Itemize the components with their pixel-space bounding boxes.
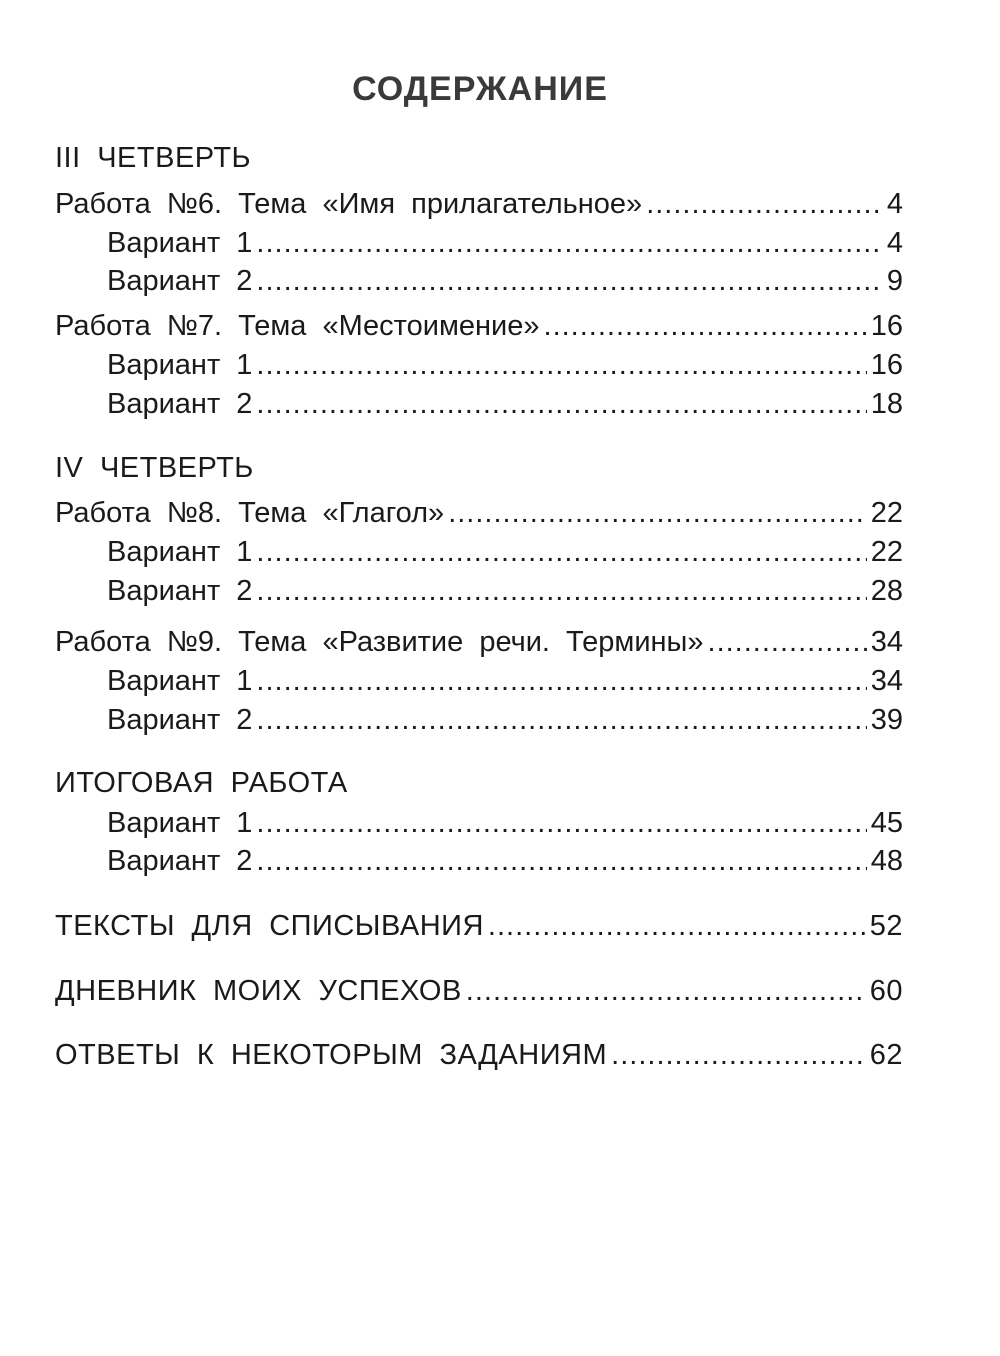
- dot-leader: [256, 386, 866, 422]
- toc-entry-label: ОТВЕТЫ К НЕКОТОРЫМ ЗАДАНИЯМ: [55, 1039, 608, 1071]
- toc-entry-label: Работа №9. Тема «Развитие речи. Термины»: [55, 626, 704, 658]
- toc-entry-work9[interactable]: [55, 624, 903, 660]
- toc-entry-label: Вариант 2: [107, 388, 253, 420]
- dot-leader: [708, 624, 867, 660]
- toc-entry-work8[interactable]: [55, 495, 903, 531]
- toc-entry-work6-variant1[interactable]: [107, 225, 903, 261]
- toc-page-number: 45: [870, 807, 903, 839]
- dot-leader: [466, 973, 866, 1009]
- toc-entry-label: Работа №7. Тема «Местоимение»: [55, 310, 540, 342]
- toc-entry-label: Работа №8. Тема «Глагол»: [55, 497, 445, 529]
- toc-page-number: 9: [886, 265, 903, 297]
- page-title: СОДЕРЖАНИЕ: [352, 70, 608, 108]
- toc-entry-label: Вариант 2: [107, 575, 253, 607]
- toc-page-number: 60: [869, 975, 903, 1007]
- toc-entry-answers[interactable]: [55, 1037, 903, 1073]
- toc-entry-label: Вариант 2: [107, 265, 253, 297]
- toc-page-number: 48: [870, 845, 903, 877]
- toc-page-number: 34: [870, 665, 903, 697]
- dot-leader: [256, 573, 866, 609]
- toc-entry-work9-variant2[interactable]: [107, 702, 903, 738]
- dot-leader: [256, 805, 866, 841]
- toc-page-number: 52: [869, 910, 903, 942]
- toc-entry-label: ТЕКСТЫ ДЛЯ СПИСЫВАНИЯ: [55, 910, 484, 942]
- section-heading-q3: III ЧЕТВЕРТЬ: [55, 142, 252, 174]
- toc-page-number: 16: [870, 310, 903, 342]
- toc-entry-label: ДНЕВНИК МОИХ УСПЕХОВ: [55, 975, 462, 1007]
- section-heading-q4: IV ЧЕТВЕРТЬ: [55, 452, 254, 484]
- toc-entry-final-variant1[interactable]: [107, 805, 903, 841]
- dot-leader: [256, 263, 882, 299]
- toc-entry-work7[interactable]: [55, 308, 903, 344]
- dot-leader: [611, 1037, 866, 1073]
- toc-entry-label: Вариант 1: [107, 227, 253, 259]
- toc-entry-work8-variant1[interactable]: [107, 534, 903, 570]
- toc-entry-label: Вариант 1: [107, 665, 253, 697]
- dot-leader: [256, 702, 866, 738]
- toc-entry-diary[interactable]: [55, 973, 903, 1009]
- dot-leader: [256, 663, 866, 699]
- dot-leader: [256, 534, 866, 570]
- section-heading-final: ИТОГОВАЯ РАБОТА: [55, 767, 348, 799]
- toc-page-number: 22: [870, 536, 903, 568]
- toc-entry-label: Вариант 2: [107, 704, 253, 736]
- toc-entry-texts[interactable]: [55, 908, 903, 944]
- toc-entry-work6[interactable]: [55, 186, 903, 222]
- toc-page-number: 16: [870, 349, 903, 381]
- toc-entry-label: Вариант 1: [107, 807, 253, 839]
- toc-page-number: 34: [870, 626, 903, 658]
- dot-leader: [256, 347, 866, 383]
- toc-page-number: 39: [870, 704, 903, 736]
- toc-page-number: 62: [869, 1039, 903, 1071]
- dot-leader: [646, 186, 883, 222]
- dot-leader: [448, 495, 867, 531]
- toc-page-number: 4: [886, 227, 903, 259]
- toc-entry-label: Вариант 2: [107, 845, 253, 877]
- toc-entry-work7-variant1[interactable]: [107, 347, 903, 383]
- toc-entry-work9-variant1[interactable]: [107, 663, 903, 699]
- dot-leader: [256, 225, 882, 261]
- toc-entry-label: Работа №6. Тема «Имя прилагательное»: [55, 188, 643, 220]
- dot-leader: [544, 308, 867, 344]
- toc-entry-final-variant2[interactable]: [107, 843, 903, 879]
- toc-page-number: 18: [870, 388, 903, 420]
- toc-entry-work8-variant2[interactable]: [107, 573, 903, 609]
- toc-entry-work6-variant2[interactable]: [107, 263, 903, 299]
- dot-leader: [256, 843, 866, 879]
- toc-page-number: 22: [870, 497, 903, 529]
- toc-page-number: 28: [870, 575, 903, 607]
- toc-page-number: 4: [886, 188, 903, 220]
- toc-entry-label: Вариант 1: [107, 536, 253, 568]
- toc-entry-label: Вариант 1: [107, 349, 253, 381]
- dot-leader: [488, 908, 866, 944]
- toc-entry-work7-variant2[interactable]: [107, 386, 903, 422]
